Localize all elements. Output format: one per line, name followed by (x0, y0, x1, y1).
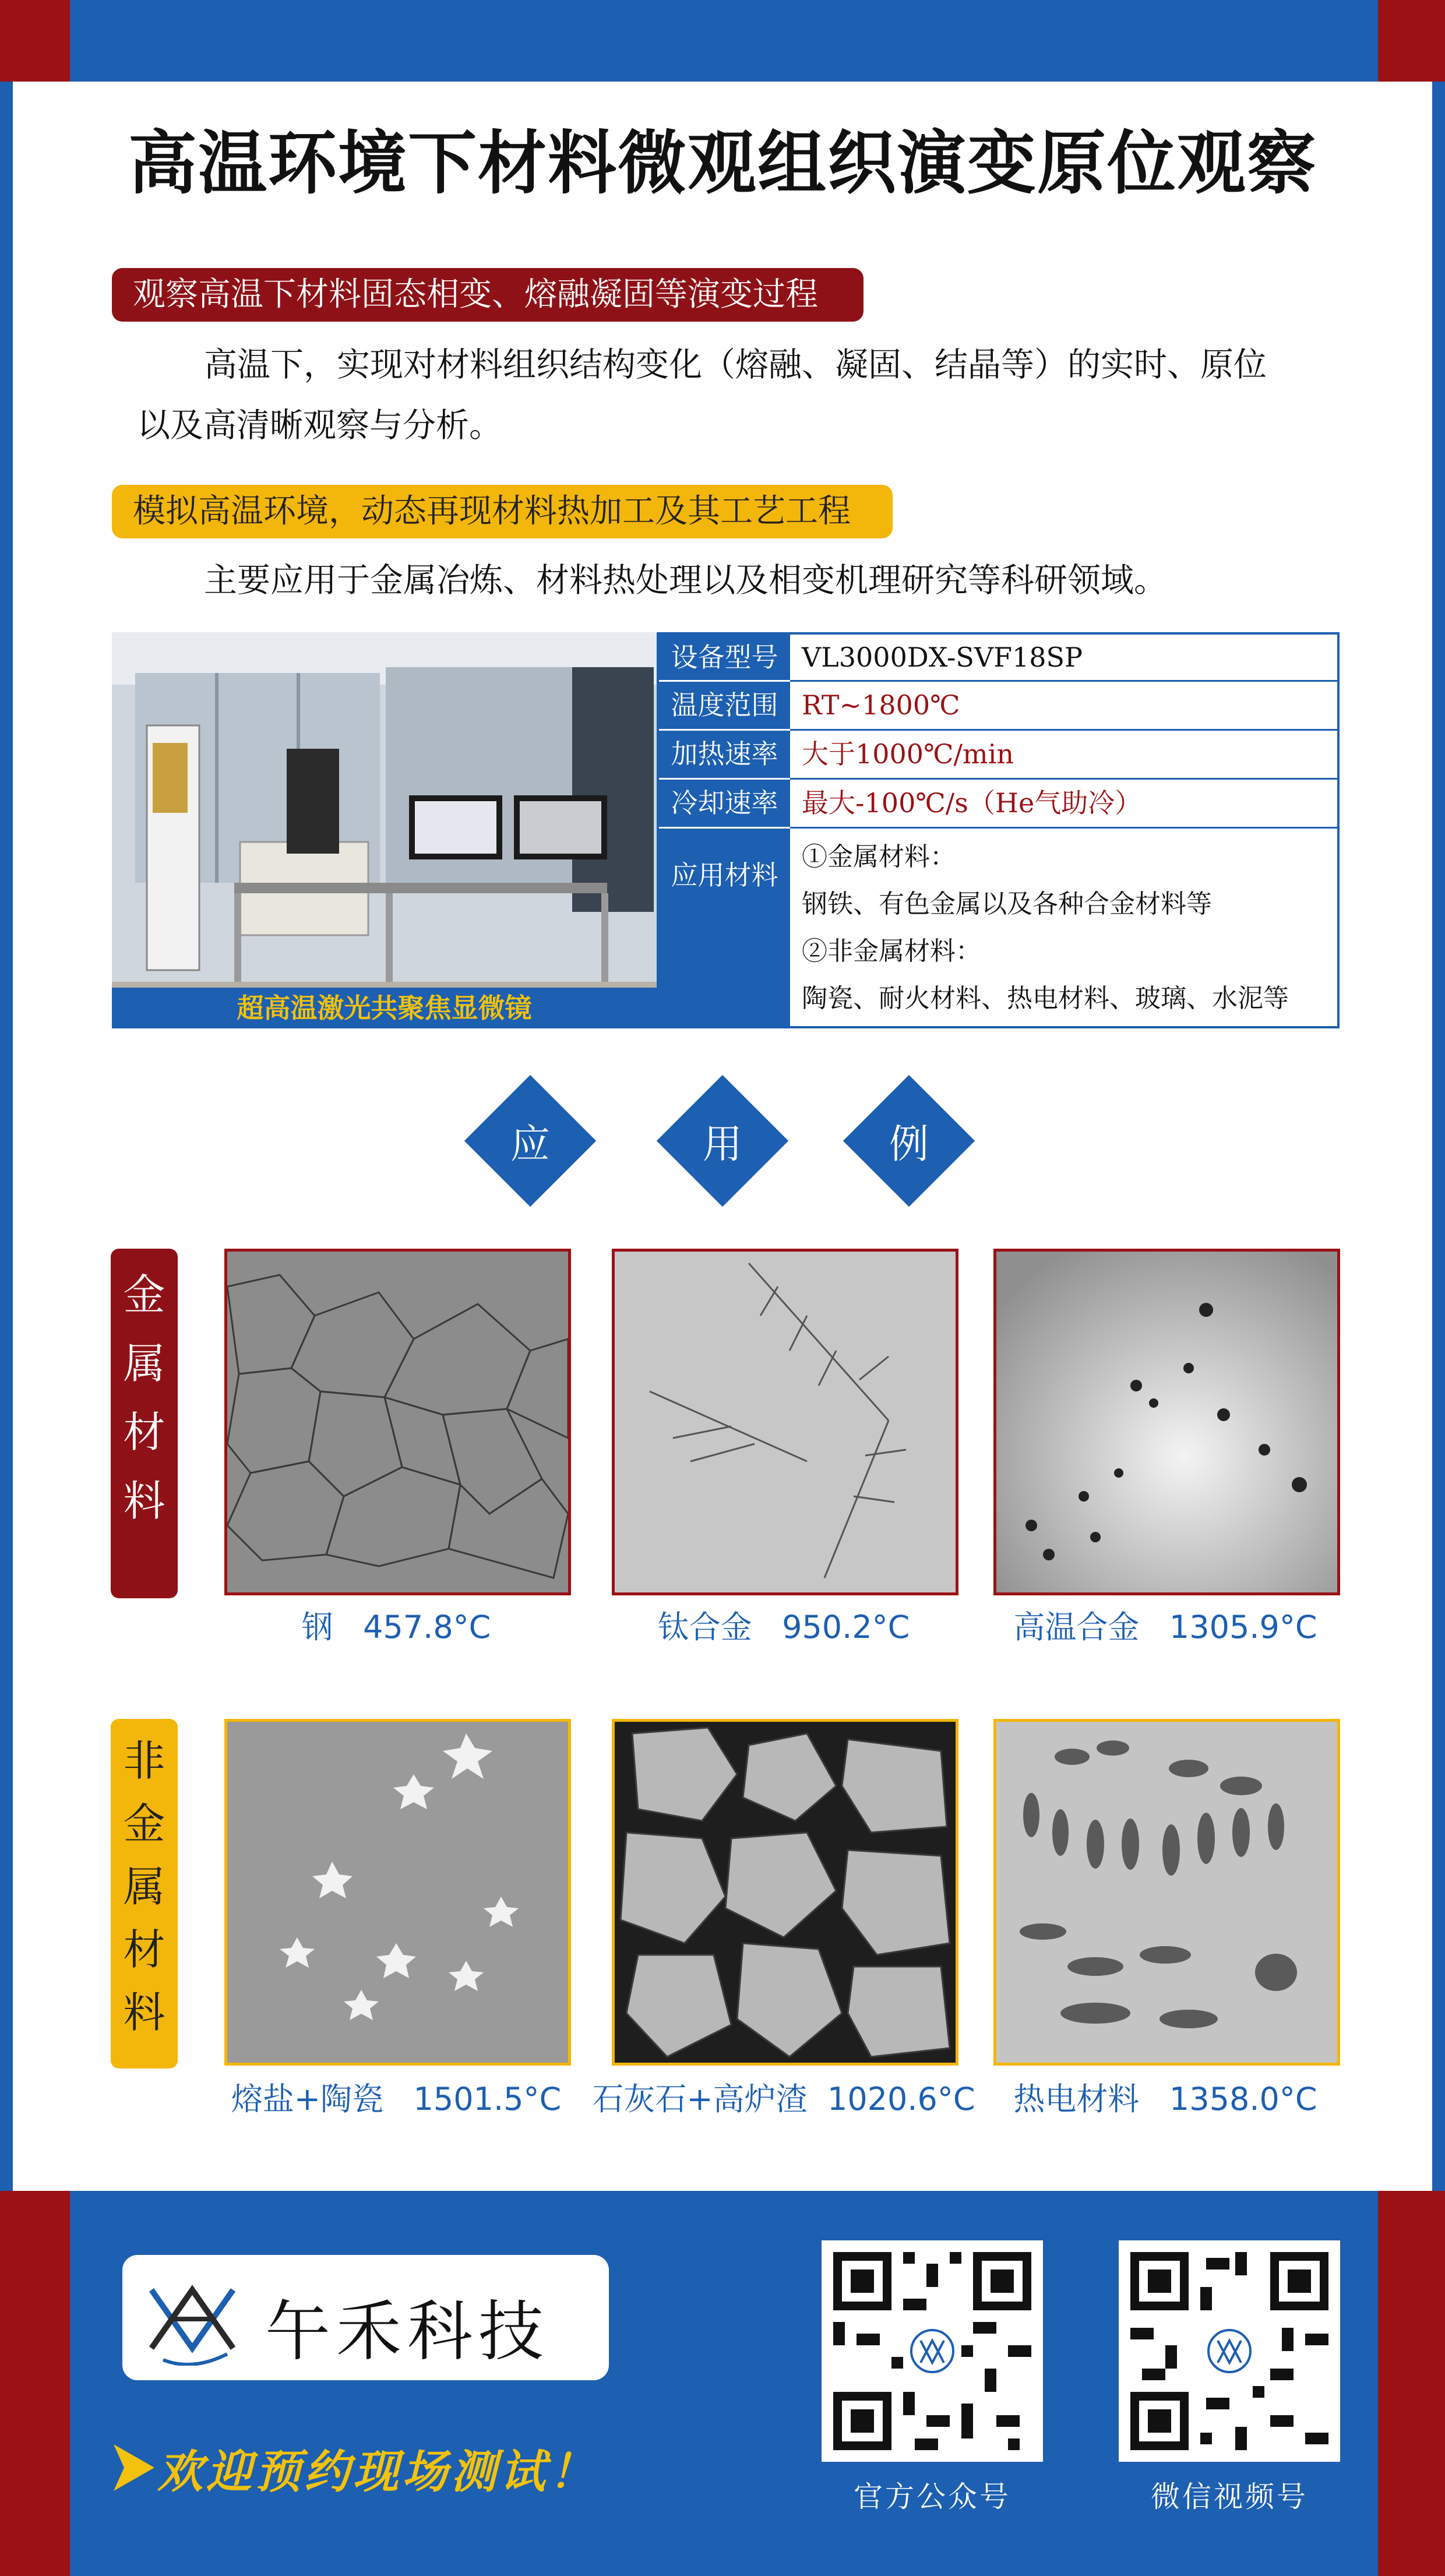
cat-nonmetal-char: 材 (123, 1925, 165, 1974)
cat-nonmetal-char: 非 (123, 1736, 165, 1785)
page-title: 高温环境下材料微观组织演变原位观察 (128, 123, 1317, 203)
sample-name: 石灰石+高炉渣 (592, 2081, 808, 2117)
sample-name: 高温合金 (1013, 1609, 1140, 1645)
left-frame (0, 82, 13, 2191)
cat-nonmetal-char: 料 (123, 1988, 165, 2037)
materials-line-1: ①金属材料： (802, 842, 956, 872)
materials-line-4: 陶瓷、耐火材料、热电材料、玻璃、水泥等 (802, 984, 1289, 1013)
sample-image-steel (224, 1249, 571, 1595)
caption-steel (195, 1602, 597, 1647)
top-banner (0, 0, 1445, 82)
category-nonmetal (111, 1719, 178, 2068)
sample-name: 热电材料 (1013, 2081, 1140, 2117)
section2-heading: 模拟高温环境，动态再现材料热加工及其工艺工程 (112, 485, 893, 538)
micrograph-titanium (615, 1252, 956, 1592)
sample-name: 钢 (301, 1609, 333, 1645)
micrograph-superalloy (996, 1252, 1337, 1592)
sample-temp: 1358.0°C (1169, 2081, 1317, 2117)
sample-temp: 457.8°C (363, 1609, 491, 1645)
section1-heading: 观察高温下材料固态相变、熔融凝固等演变过程 (112, 268, 864, 322)
section2-text: 主要应用于金属冶炼、材料热处理以及相变机理研究等科研领域。 (204, 561, 1167, 600)
section1-line2: 以及高清晰观察与分析。 (137, 406, 502, 445)
qr-code-video-account[interactable] (1119, 2240, 1340, 2462)
micrograph-steel (227, 1252, 568, 1592)
section1-line1 (137, 334, 1349, 395)
examples-char-2: 用 (702, 1122, 742, 1168)
sample-image-salt-ceramic (224, 1719, 571, 2066)
qr-code-official-account[interactable] (822, 2240, 1043, 2462)
section1-line1-text: 高温下，实现对材料组织结构变化（熔融、凝固、结晶等）的实时、原位 (204, 346, 1267, 384)
micrograph-salt-ceramic (227, 1722, 568, 2063)
cat-metal-char: 材 (123, 1408, 165, 1457)
micrograph-limestone-slag (615, 1722, 956, 2063)
examples-char-3: 例 (889, 1122, 929, 1168)
qr-caption-video-account: 微信视频号 (1151, 2480, 1308, 2514)
caption-titanium (583, 1602, 985, 1647)
caption-limestone-slag (583, 2074, 985, 2119)
spec-value-materials (790, 829, 1337, 1026)
sample-name: 熔盐+陶瓷 (231, 2081, 384, 2117)
welcome-slogan: 欢迎预约现场测试！ (157, 2446, 598, 2499)
examples-char-1: 应 (510, 1122, 550, 1168)
sample-image-titanium (612, 1249, 958, 1595)
materials-line-3: ②非金属材料： (802, 936, 981, 966)
sample-name: 钛合金 (657, 1609, 752, 1645)
spec-label-materials: 应用材料 (659, 829, 790, 1026)
sample-image-limestone-slag (612, 1719, 958, 2066)
sample-image-thermoelectric (993, 1719, 1340, 2066)
qr-caption-official-account: 官方公众号 (854, 2480, 1011, 2514)
spec-label-heating-rate: 加热速率 (659, 731, 790, 780)
materials-line-2: 钢铁、有色金属以及各种合金材料等 (802, 889, 1212, 919)
micrograph-thermoelectric (996, 1722, 1337, 2063)
cat-nonmetal-char: 金 (123, 1799, 165, 1848)
qr-pattern (822, 2240, 1043, 2462)
sample-temp: 1305.9°C (1169, 1609, 1317, 1645)
cat-metal-char: 料 (123, 1476, 165, 1525)
cat-metal-char: 金 (123, 1270, 165, 1319)
caption-salt-ceramic (195, 2074, 597, 2119)
top-left-accent (0, 0, 70, 82)
arrow-icon (114, 2444, 154, 2491)
spec-value-model: VL3000DX-SVF18SP (790, 635, 1337, 682)
equipment-photo (112, 632, 657, 1028)
spec-value-temp-range: RT~1800℃ (790, 682, 1337, 731)
photo-caption: 超高温激光共聚焦显微镜 (112, 988, 657, 1028)
footer-left-accent (0, 2191, 70, 2576)
spec-label-model: 设备型号 (659, 635, 790, 682)
right-frame (1432, 82, 1445, 2191)
sample-temp: 1501.5°C (413, 2081, 562, 2117)
spec-label-temp-range: 温度范围 (659, 682, 790, 731)
sample-temp: 1020.6°C (827, 2081, 975, 2117)
top-right-accent (1378, 0, 1445, 82)
lab-photo-illustration (112, 632, 657, 1028)
sample-temp: 950.2°C (782, 1609, 910, 1645)
cat-nonmetal-char: 属 (123, 1862, 165, 1911)
caption-thermoelectric (964, 2074, 1366, 2119)
spec-value-heating-rate: 大于1000℃/min (790, 731, 1337, 780)
company-logo-icon (146, 2272, 245, 2366)
company-name: 午禾科技 (265, 2294, 549, 2370)
spec-label-cooling-rate: 冷却速率 (659, 780, 790, 829)
category-metal (111, 1249, 178, 1598)
sample-image-superalloy (993, 1249, 1340, 1595)
spec-table (657, 632, 1340, 1028)
footer-right-accent (1378, 2191, 1445, 2576)
spec-value-cooling-rate: 最大-100℃/s（He气助冷） (790, 780, 1337, 829)
cat-metal-char: 属 (123, 1339, 165, 1388)
qr-pattern (1119, 2240, 1340, 2462)
caption-superalloy (964, 1602, 1366, 1647)
